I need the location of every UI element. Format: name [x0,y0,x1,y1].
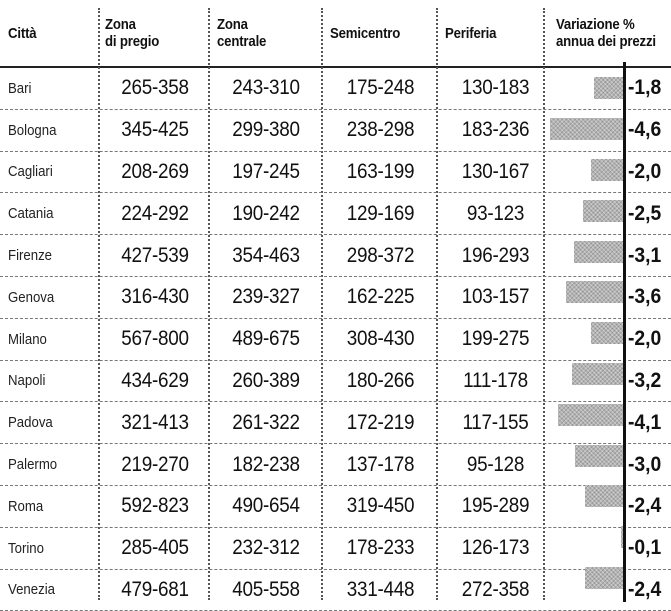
header-zona-pregio-line1: Zona [105,16,136,33]
header-semicentro: Semicentro [330,24,401,42]
city-name: Bari [8,79,32,97]
data-label: -3,1 [628,243,662,267]
table-row [0,361,671,403]
city-name: Padova [8,414,53,432]
table-row [0,319,671,361]
value-periferia: 130-183 [461,76,530,100]
value-zona-pregio: 427-539 [121,243,189,267]
value-zona-centrale: 190-242 [232,201,300,225]
header-city: Città [8,24,37,42]
city-name: Genova [8,288,55,306]
value-zona-pregio: 567-800 [121,327,189,351]
value-periferia: 117-155 [462,410,529,434]
value-zona-centrale: 299-380 [232,118,300,142]
bar-catania [583,200,623,222]
value-semicentro: 331-448 [346,577,415,601]
value-semicentro: 129-169 [346,201,415,225]
bar-bari [594,77,623,99]
value-semicentro: 162-225 [346,285,415,309]
value-zona-centrale: 197-245 [232,159,300,183]
value-semicentro: 137-178 [346,452,415,476]
city-name: Bologna [8,121,57,139]
table-row [0,444,671,486]
city-name: Venezia [8,581,55,599]
table-row [0,570,671,611]
data-label: -4,6 [628,118,662,142]
table-row [0,528,671,570]
data-label: -3,0 [628,452,662,476]
value-periferia: 183-236 [461,118,530,142]
data-label: -2,0 [628,159,662,183]
bar-milano [591,322,623,344]
bar-bologna [550,118,623,140]
value-zona-pregio: 321-413 [121,410,189,434]
bar-palermo [575,445,623,467]
header-periferia: Periferia [445,24,497,42]
value-zona-centrale: 490-654 [232,494,300,518]
value-zona-pregio: 208-269 [121,159,189,183]
city-name: Firenze [8,247,53,265]
city-name: Napoli [8,372,46,390]
value-periferia: 111-178 [463,368,528,392]
value-semicentro: 175-248 [346,76,415,100]
value-semicentro: 172-219 [346,410,415,434]
value-semicentro: 308-430 [346,327,415,351]
bar-napoli [572,363,623,385]
value-semicentro: 163-199 [346,159,415,183]
table-row [0,486,671,528]
value-semicentro: 180-266 [346,368,415,392]
data-label: -2,5 [628,201,662,225]
city-name: Torino [8,539,44,557]
value-zona-centrale: 489-675 [232,327,300,351]
bar-padova [558,404,623,426]
data-label: -4,1 [628,410,662,434]
value-periferia: 196-293 [461,243,530,267]
city-name: Roma [8,497,44,515]
header-zona-centrale [217,0,314,66]
value-zona-pregio: 316-430 [121,285,189,309]
table-row [0,193,671,235]
value-periferia: 272-358 [461,577,530,601]
value-zona-pregio: 479-681 [121,577,189,601]
data-label: -3,2 [628,368,662,392]
data-label: -0,1 [628,536,662,560]
value-zona-centrale: 354-463 [232,243,300,267]
value-periferia: 103-157 [461,285,530,309]
bar-genova [566,281,623,303]
header-variazione-line1: Variazione % [556,16,635,33]
value-zona-centrale: 261-322 [232,410,300,434]
data-label: -1,8 [628,76,662,100]
bar-venezia [585,567,623,589]
value-periferia: 130-167 [461,159,530,183]
bar-roma [585,485,623,507]
city-name: Palermo [8,456,58,474]
value-zona-pregio: 285-405 [121,536,189,560]
bar-firenze [574,241,623,263]
value-zona-pregio: 434-629 [121,368,189,392]
value-zona-centrale: 239-327 [232,285,300,309]
data-label: -2,4 [628,494,662,518]
value-semicentro: 319-450 [346,494,415,518]
value-zona-pregio: 224-292 [121,201,189,225]
value-periferia: 199-275 [461,327,530,351]
value-periferia: 126-173 [461,536,530,560]
value-zona-centrale: 232-312 [232,536,300,560]
header-zona-pregio [105,0,202,66]
table-row [0,235,671,277]
header-zona-pregio-line2: di pregio [105,33,160,50]
city-name: Milano [8,330,47,348]
value-zona-pregio: 345-425 [121,118,189,142]
header-variazione [556,0,657,66]
bar-torino [621,526,623,548]
value-semicentro: 178-233 [346,536,415,560]
value-zona-centrale: 405-558 [232,577,300,601]
value-periferia: 95-128 [466,452,525,476]
data-label: -2,4 [628,577,662,601]
value-zona-pregio: 592-823 [121,494,189,518]
value-semicentro: 298-372 [346,243,415,267]
city-name: Cagliari [8,163,53,181]
table-header [0,0,671,68]
value-zona-centrale: 260-389 [232,368,300,392]
value-zona-centrale: 182-238 [232,452,300,476]
value-zona-centrale: 243-310 [232,76,300,100]
data-label: -2,0 [628,327,662,351]
table-row [0,68,671,110]
city-name: Catania [8,205,54,223]
data-label: -3,6 [628,285,662,309]
value-zona-pregio: 265-358 [121,76,189,100]
value-periferia: 195-289 [461,494,530,518]
value-zona-pregio: 219-270 [121,452,189,476]
header-zona-centrale-line1: Zona [217,16,248,33]
header-zona-centrale-line2: centrale [217,33,267,50]
table-row [0,152,671,194]
value-semicentro: 238-298 [346,118,415,142]
table-body [0,68,671,611]
value-periferia: 93-123 [466,201,525,225]
chart-zero-axis [623,62,626,602]
header-variazione-line2: annua dei prezzi [556,33,656,50]
bar-cagliari [591,159,623,181]
